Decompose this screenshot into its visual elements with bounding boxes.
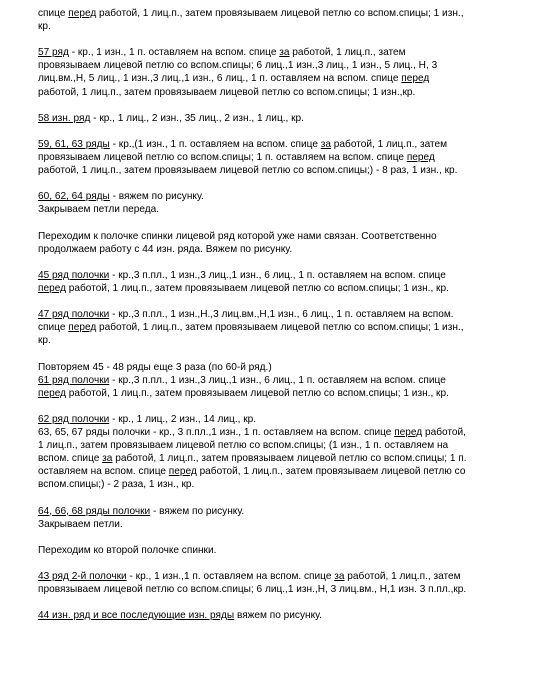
underlined-text: перед xyxy=(38,387,66,399)
text-run: - вяжем по рисунку. xyxy=(150,505,245,517)
text-run: - кр.,3 п.пл., 1 изн.,Н.,3 лиц.вм.,Н,1 изн., 6 лиц., 1 п. оставляем на вспом. xyxy=(109,309,454,321)
underlined-text: 57 ряд xyxy=(38,47,69,59)
text-run: спице xyxy=(38,322,69,334)
text-run: - кр., 1 изн.,1 п. оставляем на вспом. спице xyxy=(126,571,335,583)
text-run: - кр.,3 п.пл., 1 изн.,3 лиц.,1 изн., 6 лиц., 1 п. оставляем на вспом. спице xyxy=(109,269,446,281)
paragraph xyxy=(38,7,516,33)
underlined-text: 43 ряд 2-й полочки xyxy=(38,571,127,583)
text-run: вяжем по рисунку. xyxy=(234,610,322,622)
paragraph xyxy=(38,46,516,98)
underlined-text: 44 изн. ряд и все последующие изн. ряды xyxy=(38,610,235,622)
underlined-text: за xyxy=(102,453,113,465)
text-run: Переходим к полочке спинки лицевой ряд которой уже нами связан. Соответственно xyxy=(38,230,437,242)
text-run: Повторяем 45 - 48 ряды еще 3 раза (по 60-й ряд.) xyxy=(38,361,272,373)
text-run: работой, 1 лиц.п., затем провязываем лицевой петлю со вспом.спицы; 1 изн., кр. xyxy=(65,282,449,294)
underlined-text: перед xyxy=(406,152,435,164)
text-run: оставляем на вспом. спице xyxy=(38,466,169,478)
paragraph xyxy=(38,570,516,596)
underlined-text: 47 ряд полочки xyxy=(38,309,110,321)
underlined-text: 45 ряд полочки xyxy=(38,269,110,281)
text-run: работой, 1 лиц.п., затем провязываем лицевой петлю со вспом.спицы; 1 п. xyxy=(112,453,467,465)
paragraph xyxy=(38,413,516,426)
underlined-text: перед xyxy=(401,73,430,85)
paragraph xyxy=(38,505,516,518)
text-run: - кр., 1 лиц., 2 изн., 14 лиц., кр. xyxy=(109,413,257,425)
text-run: провязываем лицевой петлю со вспом.спицы; 1 п. оставляем на вспом. спице xyxy=(38,152,407,164)
text-run: - кр.,3 п.пл., 1 изн.,3 лиц.,1 изн., 6 лиц., 1 п. оставляем на вспом. спице xyxy=(109,374,446,386)
underlined-text: 62 ряд полочки xyxy=(38,413,110,425)
text-run: Закрываем петли. xyxy=(38,518,123,530)
text-run: Закрываем петли переда. xyxy=(38,204,160,216)
text-run: вспом. спице xyxy=(38,453,103,465)
text-run: Переходим ко второй полочке спинки. xyxy=(38,544,217,556)
text-run: - кр., 1 изн., 1 п. оставляем на вспом. спице xyxy=(68,47,280,59)
underlined-text: 60, 62, 64 ряды xyxy=(38,191,110,203)
text-run: работой, 1 лиц.п., затем xyxy=(289,47,406,59)
text-run: работой, 1 лиц.п., затем провязываем лицевой петлю со вспом.спицы; 1 изн.,кр. xyxy=(38,86,416,98)
text-run: работой, 1 лиц.п., затем провязываем лицевой петлю со вспом.спицы; 1 изн., кр. xyxy=(65,387,449,399)
text-run: вспом.спицы;) - 2 раза, 1 изн., кр. xyxy=(38,479,195,491)
text-run: работой, 1 лиц.п., затем провязываем лицевой петлю со xyxy=(196,466,466,478)
text-run: работой, 1 лиц.п., затем xyxy=(344,571,461,583)
underlined-text: перед xyxy=(38,282,66,294)
paragraph xyxy=(38,518,516,531)
paragraph xyxy=(38,374,516,400)
paragraph xyxy=(38,361,516,374)
paragraph xyxy=(38,269,516,295)
underlined-text: 64, 66, 68 ряды полочки xyxy=(38,505,151,517)
text-run: - кр.,(1 изн., 1 п. оставляем на вспом. спице xyxy=(109,138,321,150)
text-run: работой, 1 лиц.п., затем провязываем лицевой петлю со вспом.спицы;) - 8 раз, 1 изн., кр. xyxy=(38,165,458,177)
paragraph xyxy=(38,609,516,622)
text-run: работой, xyxy=(422,427,466,438)
paragraph xyxy=(38,112,516,125)
text-run: провязываем лицевой петлю со вспом.спицы; 6 лиц.,1 изн.,3 лиц., 1 изн., 5 лиц., Н, 3 xyxy=(38,60,438,72)
text-run: работой, 1 лиц.п., затем провязываем лицевой петлю со вспом.спицы; 1 изн., xyxy=(96,8,464,19)
underlined-text: за xyxy=(320,138,331,150)
underlined-text: 61 ряд полочки xyxy=(38,374,110,386)
text-run: 63, 65, 67 ряды полочки - кр., 3 п.пл.,1 изн., 1 п. оставляем на вспом. спице xyxy=(38,427,395,438)
text-run: провязываем лицевой петлю со вспом.спицы; 6 лиц.,1 изн.,Н, 3 лиц.вм., Н,1 изн. 3 п.пл.,кр. xyxy=(38,584,467,596)
paragraph xyxy=(38,138,516,177)
underlined-text: 59, 61, 63 ряды xyxy=(38,138,110,150)
text-run: кр. xyxy=(38,21,51,33)
underlined-text: перед xyxy=(68,8,97,19)
paragraph xyxy=(38,230,516,256)
underlined-text: за xyxy=(334,571,345,583)
text-run: лиц.вм.,Н, 5 лиц., 1 изн.,3 лиц.,1 изн., 6 лиц., 1 п. оставляем на вспом. спице xyxy=(38,73,402,85)
text-run: спице xyxy=(38,8,69,19)
paragraph xyxy=(38,426,516,491)
underlined-text: за xyxy=(279,47,290,59)
text-run: - вяжем по рисунку. xyxy=(109,191,204,203)
text-run: - кр., 1 лиц., 2 изн., 35 лиц., 2 изн., 1 лиц., кр. xyxy=(90,112,304,124)
text-run: работой, 1 лиц.п., затем xyxy=(331,138,448,150)
text-run: 1 лиц.п., затем провязываем лицевой петлю со вспом.спицы; (1 изн., 1 п. оставляем на xyxy=(38,440,449,452)
underlined-text: перед xyxy=(394,427,423,438)
text-run: продолжаем работу с 44 изн. ряда. Вяжем по рисунку. xyxy=(38,243,293,255)
text-run: кр. xyxy=(38,335,51,347)
paragraph xyxy=(38,308,516,347)
underlined-text: перед xyxy=(68,322,97,334)
paragraph xyxy=(38,190,516,203)
underlined-text: перед xyxy=(168,466,197,478)
paragraph xyxy=(38,544,516,557)
paragraph xyxy=(38,203,516,216)
underlined-text: 58 изн. ряд xyxy=(38,112,91,124)
text-run: работой, 1 лиц.п., затем провязываем лицевой петлю со вспом.спицы; 1 изн., xyxy=(96,322,464,334)
